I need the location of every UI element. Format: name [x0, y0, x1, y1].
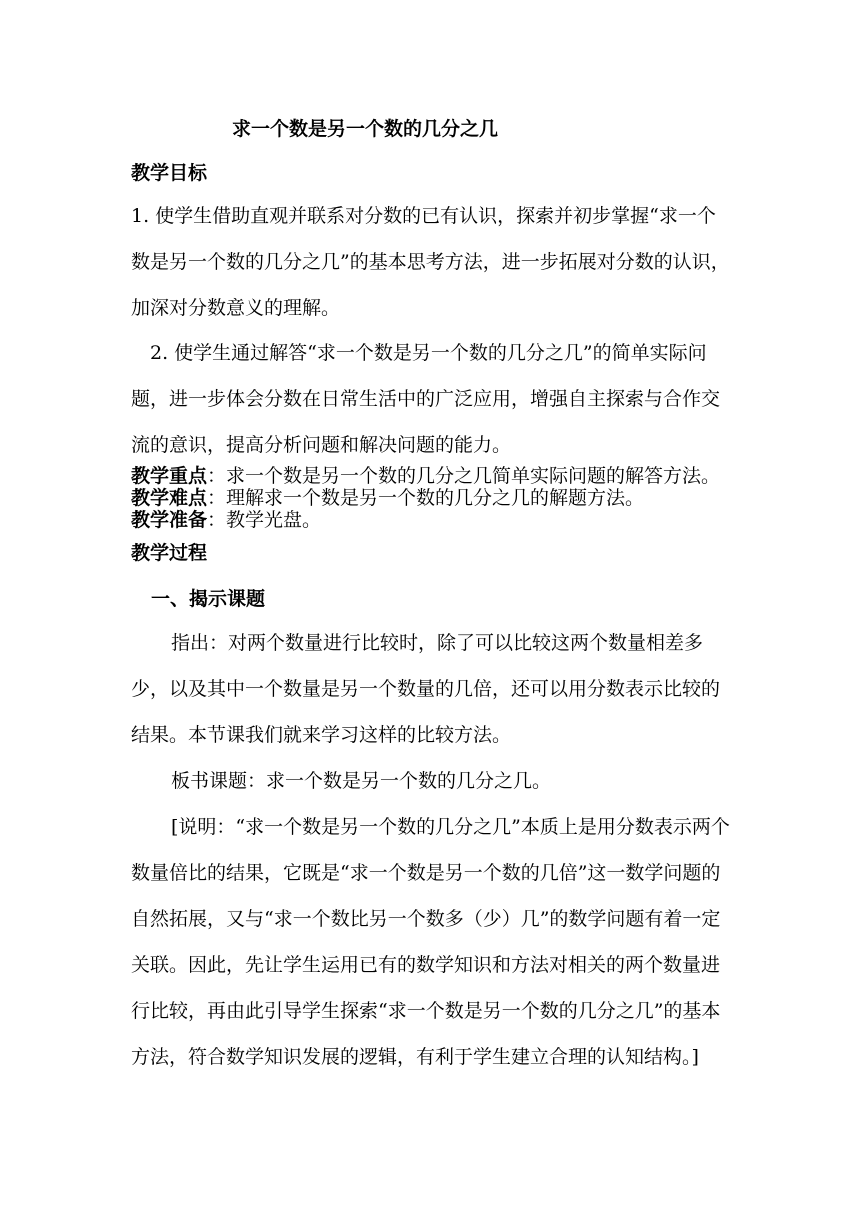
difficulty-line — [131, 487, 644, 509]
difficulty-label: 教学难点 — [131, 487, 208, 509]
objective-1-paragraph: 1. 使学生借助直观并联系对分数的已有认识，探索并初步掌握“求一个数是另一个数的几分之几”的基本思考方法，进一步拓展对分数的认识，加深对分数意义的理解。 — [131, 205, 730, 319]
difficulty-text: ：理解求一个数是另一个数的几分之几的解题方法。 — [207, 487, 645, 509]
key-point-label: 教学重点 — [131, 465, 208, 487]
section-1-paragraph-1: 指出：对两个数量进行比较时，除了可以比较这两个数量相差多少，以及其中一个数量是另一个数量的几倍，还可以用分数表示比较的结果。本节课我们就来学习这样的比较方法。 — [131, 632, 721, 746]
preparation-label: 教学准备 — [131, 509, 208, 531]
section-1-paragraph-2: 板书课题：求一个数是另一个数的几分之几。 — [171, 770, 552, 792]
document-title: 求一个数是另一个数的几分之几 — [232, 118, 499, 140]
preparation-line — [131, 509, 321, 531]
section-1-paragraph-3: [说明：“求一个数是另一个数的几分之几”本质上是用分数表示两个数量倍比的结果，它既是“求一个数是另一个数的几倍”这一数学问题的自然拓展，又与“求一个数比另一个数多（少）几”的数学问题有着一定关联。因此，先让学生运用已有的数学知识和方法对相关的两个数量进行比较，再由此引导学生探索“求一个数是另一个数的几分之几”的基本方法，符合数学知识发展的逻辑，有利于学生建立合理的认知结构。] — [131, 816, 730, 1068]
process-heading: 教学过程 — [131, 542, 208, 564]
key-point-line — [131, 465, 720, 487]
key-point-text: ：求一个数是另一个数的几分之几简单实际问题的解答方法。 — [207, 465, 721, 487]
section-1-heading: 一、揭示课题 — [151, 588, 266, 610]
objective-2-paragraph: 2. 使学生通过解答“求一个数是另一个数的几分之几”的简单实际问题，进一步体会分数在日常生活中的广泛应用，增强自主探索与合作交流的意识，提高分析问题和解决问题的能力。 — [131, 342, 721, 456]
preparation-text: ：教学光盘。 — [207, 509, 322, 531]
objectives-heading: 教学目标 — [131, 162, 208, 184]
